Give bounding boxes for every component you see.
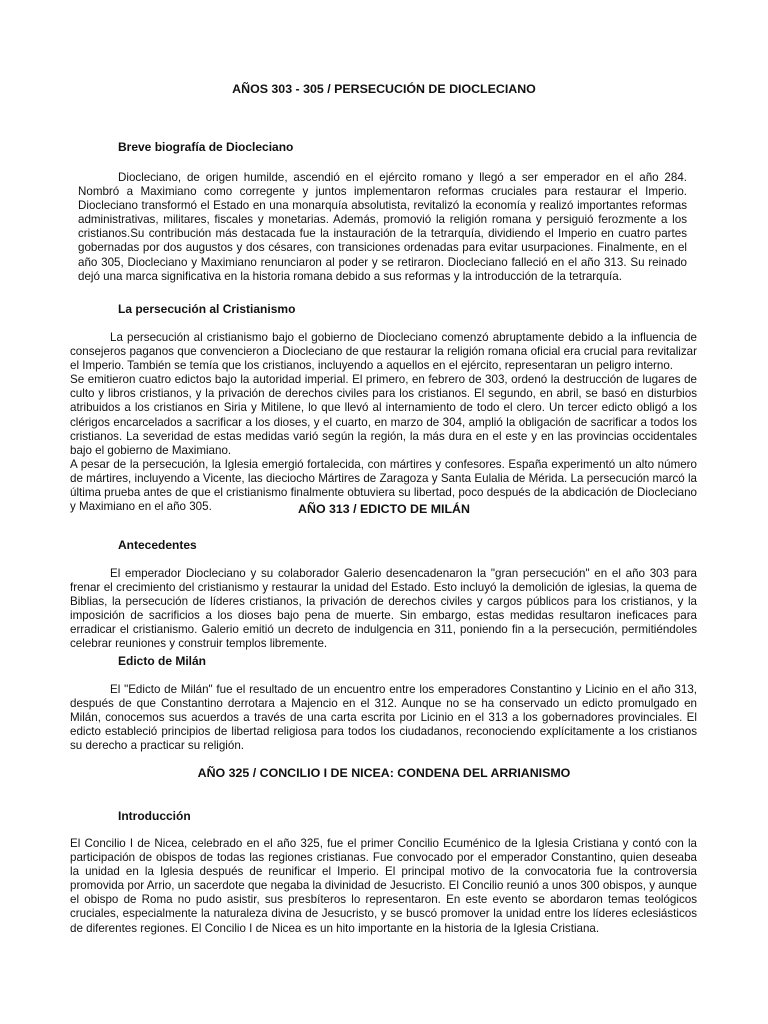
paragraph-introduccion [70, 837, 697, 936]
paragraph-text: El emperador Diocleciano y su colaborador Galerio desencadenaron la "gran persecución" en el año 303 para frenar el crecimiento del cristianismo y restaurar la unidad del Estado. Esto incluyó la demolición de iglesias, la quema de Biblias, la persecución de líderes cristianos, la privación de derechos civiles y cargos públicos para los cristianos, y la imposición de sacrificios a los dioses bajo pena de muerte. Sin embargo, estas medidas resultaron ineficaces para erradicar el cristianismo. Galerio emitió un decreto de indulgencia en 311, poniendo fin a la persecución, permitiéndoles celebrar reuniones y construir templos libremente. [70, 567, 697, 651]
paragraph-edicto [70, 683, 697, 753]
subheading-introduccion: Introducción [118, 809, 191, 823]
paragraph-persecucion [70, 331, 697, 514]
paragraph-text: A pesar de la persecución, la Iglesia emergió fortalecida, con mártires y confesores. España experimentó un alto número de mártires, incluyendo a Vicente, las dieciocho Mártires de Zaragoza y Santa Eulalia de Mérida. La persecución marcó la última prueba antes de que el cristianismo finalmente obtuviera su libertad, poco después de la abdicación de Diocleciano y Maximiano en el año 305. [70, 457, 697, 514]
paragraph-text: El "Edicto de Milán" fue el resultado de un encuentro entre los emperadores Constantino y Licinio en el año 313, después de que Constantino derrotara a Majencio en el 312. Aunque no se ha conservado un edicto promulgado en Milán, conocemos sus acuerdos a través de una carta escrita por Licinio en el 313 a los gobernadores provinciales. El edicto estableció principios de libertad religiosa para todos los ciudadanos, reconociendo explícitamente a los cristianos su derecho a practicar su religión. [70, 683, 697, 753]
subheading-biografia: Breve biografía de Diocleciano [118, 140, 294, 154]
section-title-diocleciano: AÑOS 303 - 305 / PERSECUCIÓN DE DIOCLECIANO [232, 82, 536, 96]
subheading-edicto: Edicto de Milán [118, 654, 207, 668]
paragraph-text: La persecución al cristianismo bajo el gobierno de Diocleciano comenzó abruptamente debido a la influencia de consejeros paganos que convencieron a Diocleciano de que restaurar la religión romana oficial era crucial para revitalizar el Imperio. También se temía que los cristianos, incluyendo a aquellos en el ejército, representaran un peligro interno. [70, 331, 697, 373]
section-title-milan: AÑO 313 / EDICTO DE MILÁN [298, 502, 470, 516]
subheading-persecucion: La persecución al Cristianismo [118, 302, 296, 316]
paragraph-antecedentes [70, 567, 697, 652]
paragraph-text: Diocleciano, de origen humilde, ascendió en el ejército romano y llegó a ser emperador en el año 284. Nombró a Maximiano como corregente y juntos implementaron reformas cruciales para restaurar el Imperio. Diocleciano transformó el Estado en una monarquía absolutista, revitalizó la economía y realizó importantes reformas administrativas, militares, fiscales y monetarias. Además, promovió la religión romana y persiguió ferozmente a los cristianos.Su contribución más destacada fue la instauración de la tetrarquía, dividiendo el Imperio en cuatro partes gobernadas por dos augustos y dos césares, con transiciones ordenadas para evitar usurpaciones. Finalmente, en el año 305, Diocleciano y Maximiano renunciaron al poder y se retiraron. Diocleciano falleció en el año 313. Su reinado dejó una marca significativa en la historia romana debido a sus reformas y la introducción de la tetrarquía. [78, 171, 687, 283]
paragraph-biografia [78, 171, 687, 284]
subheading-antecedentes: Antecedentes [118, 538, 197, 552]
section-title-nicea: AÑO 325 / CONCILIO I DE NICEA: CONDENA DEL ARRIANISMO [197, 766, 571, 780]
paragraph-text: Se emitieron cuatro edictos bajo la autoridad imperial. El primero, en febrero de 303, ordenó la destrucción de lugares de culto y libros cristianos, y la privación de derechos civiles para los cristianos. El segundo, en abril, se basó en disturbios atribuidos a los cristianos en Siria y Mitilene, lo que llevó al internamiento de todo el clero. Un tercer edicto obligó a los clérigos encarcelados a sacrificar a los dioses, y el cuarto, en marzo de 304, amplió la obligación de sacrificar a todos los cristianos. La severidad de estas medidas varió según la región, la más dura en el este y en las provincias occidentales bajo el gobierno de Maximiano. [70, 373, 697, 457]
paragraph-text: El Concilio I de Nicea, celebrado en el año 325, fue el primer Concilio Ecuménico de la Iglesia Cristiana y contó con la participación de obispos de todas las regiones cristianas. Fue convocado por el emperador Constantino, quien deseaba la unidad en la Iglesia después de reunificar el Imperio. El principal motivo de la convocatoria fue la controversia promovida por Arrio, un sacerdote que negaba la divinidad de Jesucristo. El Concilio reunió a unos 300 obispos, y aunque el obispo de Roma no pudo asistir, sus presbíteros lo representaron. En este evento se abordaron temas teológicos cruciales, especialmente la naturaleza divina de Jesucristo, y se buscó promover la unidad entre los líderes eclesiásticos de diferentes regiones. El Concilio I de Nicea es un hito importante en la historia de la Iglesia Cristiana. [70, 837, 697, 935]
